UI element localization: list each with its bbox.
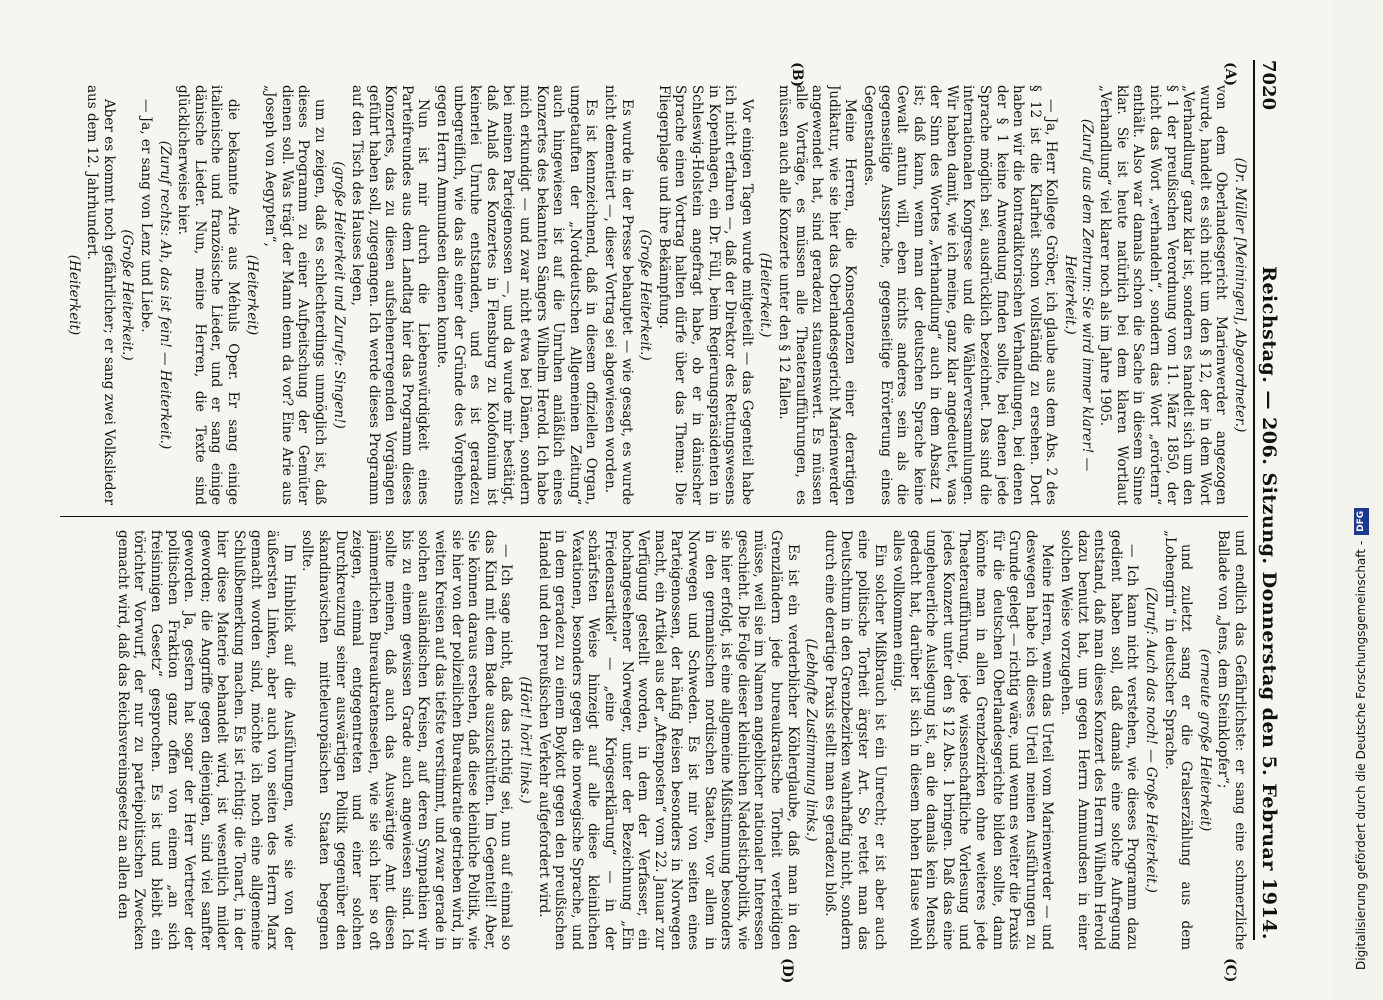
left-text-column <box>60 85 1248 505</box>
interjection: (Hört! hört! links.) <box>517 676 534 804</box>
margin-marker-a: (A) <box>1222 62 1238 87</box>
page-number: 7020 <box>1258 60 1279 111</box>
margin-marker-c: (C) <box>1222 958 1238 983</box>
credit-text: Digitalisierung gefördert durch die Deutsche Forschungsgemeinschaft - <box>1354 540 1368 970</box>
interjection: (Große Heiterkeit.) <box>637 229 654 361</box>
interjection: (Zuruf aus dem Zentrum: Sie wird immer klarer! — Heiterkeit.) <box>1062 118 1095 472</box>
interjection: (Heiterkeit) <box>243 254 260 336</box>
paragraph: Es wurde in der Presse behauptet — wie gesagt, es wurde nicht dementiert —, dieser Vortrag sei abgewiesen worden. <box>602 85 635 505</box>
paragraph: um zu zeigen, daß es schlechterdings unmöglich ist, daß dieses Programm zu einer Aufpeitschung der Gemüter dienen soll. Was trägt der Mann denn da vor? Eine Arie aus „Joseph von Aegypten“, <box>262 85 328 505</box>
paragraph: — Ja, Herr Kollege Gröber, ich glaube aus dem Abs. 2 des § 12 ist die Klarheit schon vollständig zu ersehen. Dort haben wir die kontradiktorischen Verhandlungen, bei denen der § 1 keine Anwendung finden sollte, bei denen jede Sprache möglich sei, ausdrücklich bezeichnet. Das sind die internationalen Kongresse und die Wählerversammlungen. Wir haben damit, wie ich meine, ganz klar angedeutet, was der Sinn des Wortes „Verhandlung“ auch in dem Absatz 1 ist; daß kann, wenn man der deutschen Sprache keine Gewalt antun will, eben nichts anderes sein als die gegenseitige Aussprache, gegenseitige Erörterung eines Gegenstandes. <box>860 85 1060 505</box>
margin-marker-d: (D) <box>779 958 795 984</box>
paragraph: Vor einigen Tagen wurde mitgeteilt — das Gegenteil habe ich nicht erfahren —, daß der Direktor des Rettungswesens in Kopenhagen, ein Dr. Füll, beim Regierungspräsidenten in Schleswig-Holstein angefragt habe, ob er in dänischer Sprache einen Vortrag halten dürfe über das Thema: Die Fliegerplage und ihre Bekämpfung. <box>655 85 755 505</box>
paragraph: — Ich kann nicht verstehen, wie dieses Programm dazu gedient haben soll, daß damals eine solche Aufregung entstand, daß man dieses Konzert des Herrn Wilhelm Herold dazu benutzt hat, um gegen Herrn Ammundsen in einer solchen Weise vorzugehen. <box>1058 530 1141 950</box>
paragraph: und zuletzt sang er die Gralserzählung aus dem „Lohengrin“ in deutscher Sprache. <box>1161 530 1195 950</box>
interjection: (Zuruf: Auch das noch! — Große Heiterkeit.) <box>1143 587 1160 893</box>
interjection: (erneute große Heiterkeit) <box>1196 648 1213 832</box>
paragraph: Ein solcher Mißbrauch ist ein Unrecht; er ist aber auch eine politische Torheit ärgster Art. So rettet man das Deutschtum in den Grenzbezirken wahrhaftig nicht, sondern durch eine derartige Praxis stellt man es geradezu bloß. <box>821 530 888 950</box>
paragraph: Aber es kommt noch gefährlicher; er sang zwei Volkslieder aus dem 12. Jahrhundert. <box>84 85 117 505</box>
dfg-logo: DFG <box>1354 508 1369 535</box>
interjection: (Zuruf rechts: Ah, das ist fein! — Heiterkeit.) <box>156 140 173 450</box>
interjection: (Heiterkeit.) <box>757 252 774 338</box>
paragraph: Es ist kennzeichnend, daß in diesem offiziellen Organ, umgetauften der „Norddeutschen Allgemeinen Zeitung“ auch hingewiesen ist auf die Unruhen anläßlich eines Konzertes des bekannten Sängers Wilhelm Herold. Ich habe mich erkundigt — und zwar nicht etwa bei Dänen, sondern bei meinen Parteigenossen —, und da wurde mir bestätigt, daß Anlaß des Konzertes in Flensburg zu Kolofonium ist keinerlei Unruhe entstanden, und es ist geradezu unbegreiflich, wie das als einer der Gründe des Vorgehens gegen Herrn Ammundsen dienen konnte. <box>434 85 600 505</box>
interjection: (Lebhafte Zustimmung links.) <box>803 638 820 842</box>
paragraph: — Ja, er sang von Lenz und Liebe. <box>138 99 154 333</box>
column-divider <box>60 516 1248 517</box>
digitization-credit <box>1340 0 1383 1000</box>
interjection: (Große Heiterkeit.) <box>119 229 136 361</box>
paragraph: Meine Herren, die Konsequenzen einer derartigen Judikatur, wie sie hier das Oberlandesgericht Marienwerder angewendet hat, sind geradezu staunenswert. Es müssen alle Vorträge, es müssen alle Theateraufführungen, es müssen auch alle Konzerte unter den § 12 fallen. <box>775 85 859 505</box>
interjection: (Heiterkeit) <box>65 254 82 336</box>
paragraph: und endlich das Gefährlichste: er sang eine schmerzliche Ballade von „Jens, dem Steinklopfer“; <box>1215 530 1248 950</box>
paragraph: — Ich sage nicht, daß das richtig sei, nun auf einmal so das Kind mit dem Bade auszuschütten. Im Gegenteil! Aber, Sie können daraus ersehen, daß diese kleinliche Politik, wie sie hier von der polizeilichen Bureaukratie getrieben wird, in weiten Kreisen auf das tiefste verstimmt, und zwar gerade in solchen ausländischen Kreisen, auf deren Sympathien wir bis zu einem gewissen Grade auch angewiesen sind. Ich sollte meinen, daß auch das Auswärtige Amt diesen jämmerlichen Bureaukratenseelen, wie sie sich hier so oft zeigen, einmal entgegentreten und einer solchen Durchkreuzung seiner auswärtigen Politik gegenüber den skandinavischen mitteleuropäischen Staaten begegnen sollte. <box>299 530 515 950</box>
right-text-column <box>60 530 1248 950</box>
paragraph: Nun ist mir durch die Liebenswürdigkeit eines Parteifreundes aus dem Landtag hier das Programm dieses Konzertes, das zu diesen aufsehenerregenden Vorgängen geführt haben soll, zugegangen. Ich werde dieses Programm auf den Tisch des Hauses legen, <box>349 85 432 505</box>
margin-marker-b: (B) <box>789 62 805 88</box>
running-title: Reichstag. — 206. Sitzung. Donnerstag den 5. Februar 1914. <box>1258 266 1280 940</box>
paragraph: Im Hinblick auf die Ausführungen, wie sie von der äußersten Linken, aber auch von seiten des Herrn Marx gemacht worden sind, möchte ich noch eine allgemeine Schlußbemerkung machen. Es ist richtig: die Tonart, in der hier diese Materie behandelt wird, ist wesentlich milder geworden; die Angriffe gegen diejenigen, sind viel sanfter geworden. Ja, gestern hat sogar der Herr Vertreter der politischen Fraktion ganz offen von einem „an sich freisinnigen Gesetz“ gesprochen. Es ist und bleibt ein törichter Vorwurf, der nur zu parteipolitischen Zwecken gemacht wird, daß das Reichsvereinsgesetz an allen den <box>114 530 297 950</box>
paragraph: Es ist ein verderblicher Köhlerglaube, daß man in den Grenzländern jede bureaukratische Torheit verteidigen müsse, weil sie im Namen angeblicher nationaler Interessen geschieht. Die Folge dieser kleinlichen Nadelstichpolitik, wie sie hier erfolgt, ist eine allgemeine Mißstimmung besonders in den germanischen nordischen Staaten, vor allem in Norwegen und Schweden. Es ist mir von seiten eines Parteigenossen, der häufig Reisen besonders in Norwegen macht, ein Artikel aus der „Aftenposten“ vom 22. Januar zur Verfügung gestellt worden, in dem der Verfasser, ein hochangesehener Norweger, unter der Bezeichnung „Ein Friedensartikel“ — „eine Kriegserklärung“ — in der schärfsten Weise hinzeigt auf alle diese kleinlichen Vexationen, besonders gegen die norwegische Sprache, und in dem geradezu zu einem Boykott gegen den preußischen Handel und den preußischen Verkehr aufgefordert wird. <box>535 530 801 950</box>
page-header <box>1253 60 1290 940</box>
interjection: (Dr. Müller [Meiningen], Abgeordneter.) <box>1232 157 1248 433</box>
paragraph: Meine Herren, wenn das Urteil vom Marienwerder — und deswegen habe ich dieses Urteil meinen Ausführungen zu Grunde gelegt — richtig wäre, und wenn es weiter die Praxis für die deutschen Oberlandesgerichte bilden sollte, dann könnte man in allen Grenzbezirken ohne weiteres jede Theateraufführung, jede wissenschaftliche Vorlesung und jedes Konzert unter den § 12 Abs. 1 bringen. Daß das eine ungeheuerliche Auslegung ist, an die damals kein Mensch gedacht hat, darüber ist sich in diesem hohen Hause wohl alles vollkommen einig. <box>890 530 1056 950</box>
paragraph: die bekannte Arie aus Méhuls Oper. Er sang einige italienische und französische Lieder, und er sang einige dänische Lieder. Nun, meine Herren, die Texte sind glücklicherweise hier. <box>175 85 241 505</box>
interjection: (große Heiterkeit und Zurufe: Singen!) <box>330 161 347 429</box>
paragraph: von dem Oberlandesgericht Marienwerder angezogen wurde, handelt es sich nicht um den § 12, der in dem Wort „Verhandlung“ ganz klar ist, sondern es handelt sich um den § 1 der preußischen Verordnung vom 11. März 1850, der nicht das Wort „verhandeln“, sondern das Wort „erörtern“ enthält. Also war damals schon die Sache in diesem Sinne klar. Sie ist heute natürlich bei dem klaren Wortlaut „Verhandlung“ viel klarer noch als im Jahre 1905. <box>1097 85 1230 505</box>
